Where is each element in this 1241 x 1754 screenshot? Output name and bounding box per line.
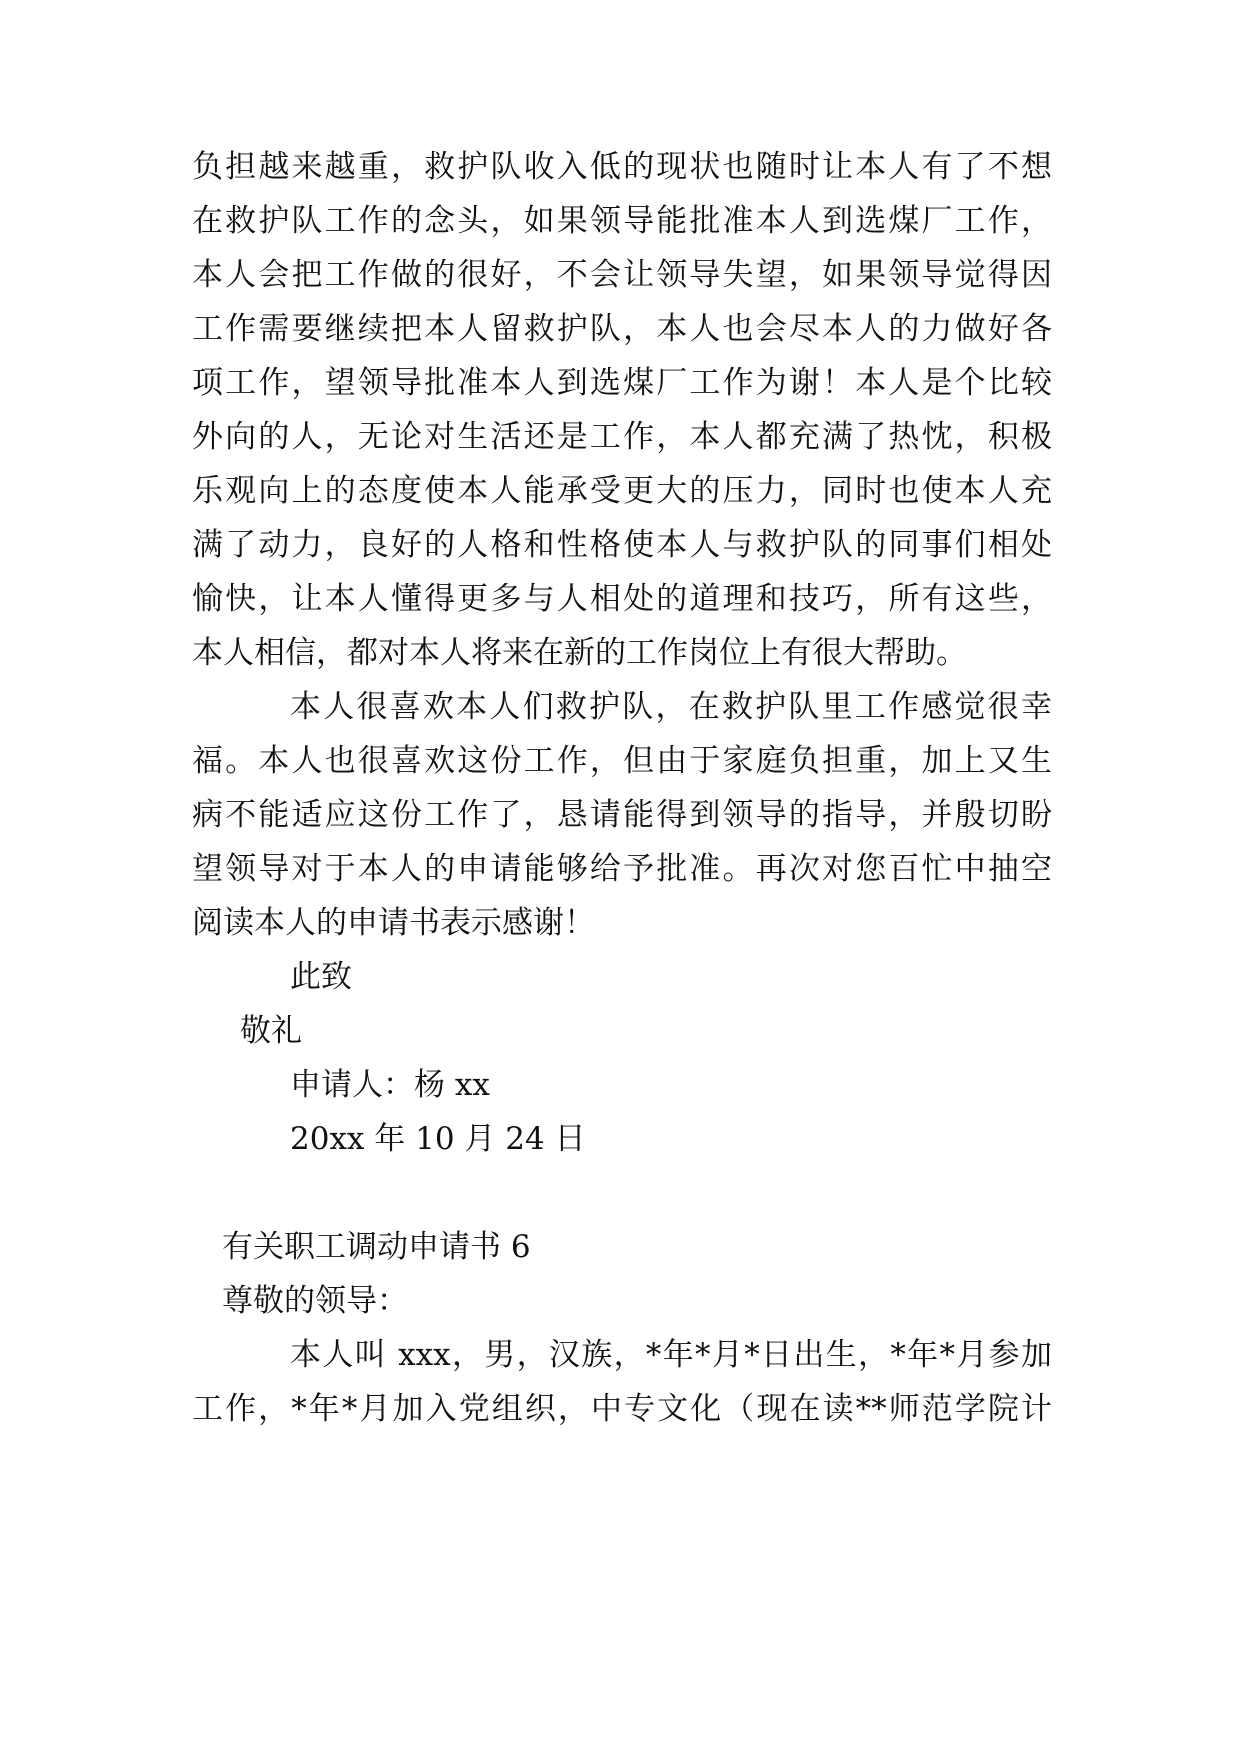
paragraph-line: 项工作，望领导批准本人到选煤厂工作为谢！本人是个比较 xyxy=(192,365,1052,401)
paragraph-line: 在救护队工作的念头，如果领导能批准本人到选煤厂工作， xyxy=(192,203,1052,239)
letter-date: 20xx 年 10 月 24 日 xyxy=(290,1121,586,1157)
paragraph-line: 满了动力，良好的人格和性格使本人与救护队的同事们相处 xyxy=(192,527,1052,563)
paragraph-line: 本人会把工作做的很好，不会让领导失望，如果领导觉得因 xyxy=(192,257,1052,293)
paragraph-line: 工作，*年*月加入党组织，中专文化（现在读**师范学院计 xyxy=(192,1391,1052,1427)
paragraph-line: 负担越来越重，救护队收入低的现状也随时让本人有了不想 xyxy=(192,149,1052,185)
paragraph-line: 本人很喜欢本人们救护队，在救护队里工作感觉很幸 xyxy=(290,689,1052,725)
letter-salutation: 尊敬的领导： xyxy=(222,1283,408,1319)
paragraph-line: 工作需要继续把本人留救护队，本人也会尽本人的力做好各 xyxy=(192,311,1052,347)
letter-title: 有关职工调动申请书 6 xyxy=(222,1229,531,1265)
paragraph-line: 本人相信，都对本人将来在新的工作岗位上有很大帮助。 xyxy=(192,635,967,671)
paragraph-line: 本人叫 xxx，男，汉族，*年*月*日出生，*年*月参加 xyxy=(290,1337,1052,1373)
paragraph-line: 外向的人，无论对生活还是工作，本人都充满了热忱，积极 xyxy=(192,419,1052,455)
paragraph-line: 福。本人也很喜欢这份工作，但由于家庭负担重，加上又生 xyxy=(192,743,1052,779)
paragraph-line: 乐观向上的态度使本人能承受更大的压力，同时也使本人充 xyxy=(192,473,1052,509)
closing-greeting: 此致 xyxy=(290,959,352,995)
closing-salute: 敬礼 xyxy=(240,1013,302,1049)
paragraph-line: 病不能适应这份工作了，恳请能得到领导的指导，并殷切盼 xyxy=(192,797,1052,833)
paragraph-line: 望领导对于本人的申请能够给予批准。再次对您百忙中抽空 xyxy=(192,851,1052,887)
applicant-signature: 申请人：杨 xx xyxy=(290,1067,490,1103)
paragraph-line: 愉快，让本人懂得更多与人相处的道理和技巧，所有这些， xyxy=(192,581,1052,617)
paragraph-line: 阅读本人的申请书表示感谢！ xyxy=(192,905,595,941)
